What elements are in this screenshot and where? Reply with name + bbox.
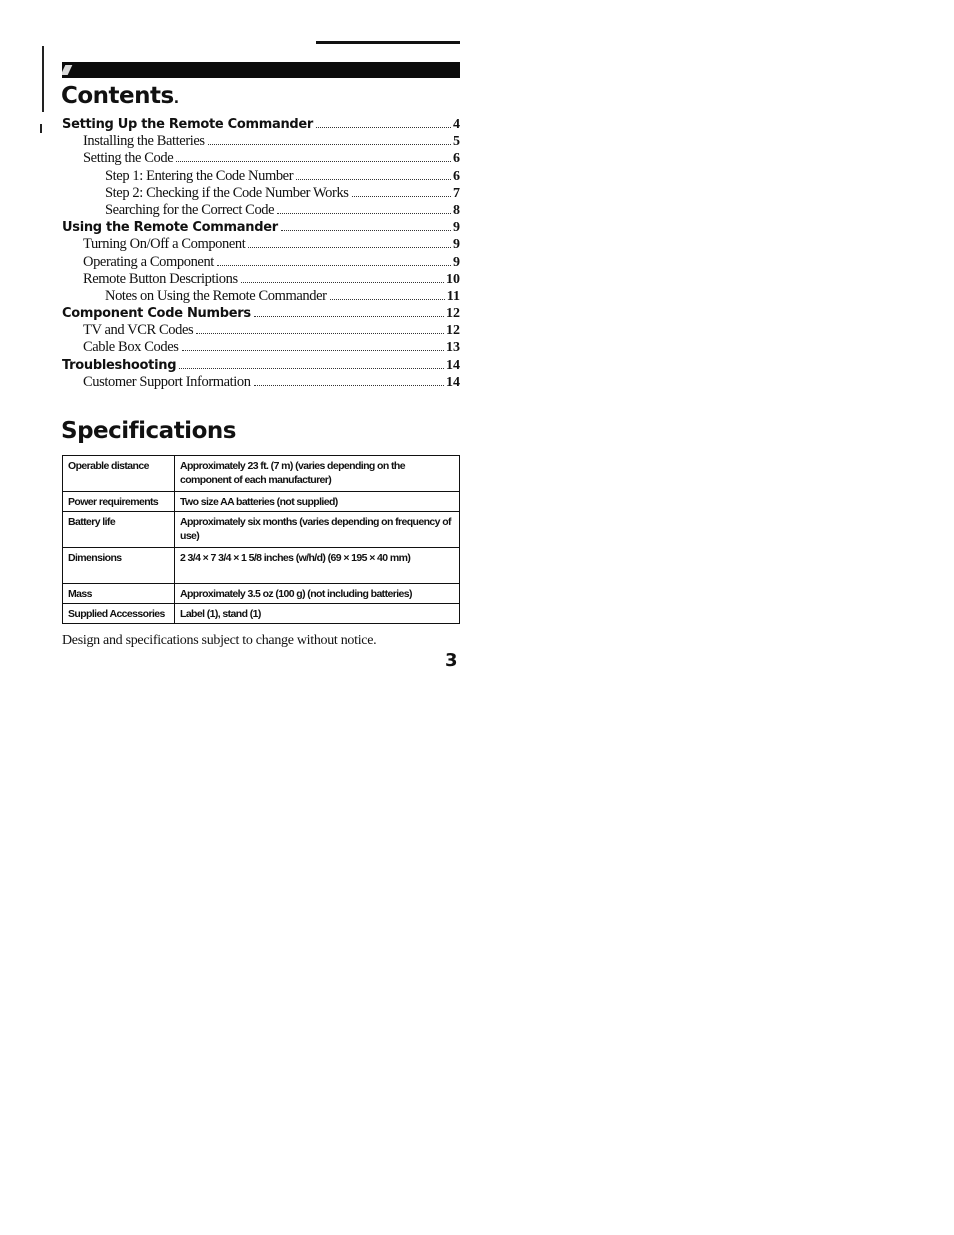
dot-leader [277, 213, 451, 214]
spec-label: Battery life [63, 512, 175, 548]
spec-label: Power requirements [63, 492, 175, 512]
toc-label: Customer Support Information [83, 373, 251, 390]
toc-entry [62, 185, 460, 202]
toc-label: Setting the Code [83, 150, 174, 167]
table-row [63, 548, 460, 584]
spec-value: Approximately 23 ft. (7 m) (varies depending on the component of each manufacturer) [175, 456, 460, 492]
toc-label: Notes on Using the Remote Commander [105, 287, 327, 304]
toc-page-number: 11 [446, 288, 460, 304]
toc-entry [62, 133, 460, 150]
toc-label: Remote Button Descriptions [83, 270, 238, 287]
table-row [63, 584, 460, 604]
toc-page-number: 9 [453, 254, 460, 270]
toc-page-number: 13 [446, 340, 460, 356]
spec-label: Mass [63, 584, 175, 604]
toc-section [62, 219, 460, 236]
toc-page-number: 7 [453, 185, 460, 201]
dot-leader [254, 385, 444, 386]
toc-label: Step 2: Checking if the Code Number Works [105, 184, 349, 201]
toc-entry [62, 150, 460, 167]
toc-entry [62, 288, 460, 305]
dot-leader [352, 196, 451, 197]
header-bar-mark [61, 65, 73, 75]
toc-label: TV and VCR Codes [83, 322, 194, 339]
toc-label: Step 1: Entering the Code Number [105, 167, 294, 184]
specifications-table [62, 455, 460, 624]
spec-label: Dimensions [63, 548, 175, 584]
header-rule [316, 41, 460, 44]
spec-label: Supplied Accessories [63, 604, 175, 624]
toc-page-number: 9 [453, 237, 460, 253]
toc-label: Using the Remote Commander [62, 220, 278, 236]
toc-label: Setting Up the Remote Commander [62, 117, 314, 132]
toc-entry [62, 339, 460, 356]
toc-label: Searching for the Correct Code [105, 201, 275, 218]
page-number: 3 [445, 650, 458, 671]
toc-entry [62, 374, 460, 391]
toc-label: Operating a Component [83, 253, 214, 270]
table-of-contents [62, 116, 460, 391]
toc-page-number: 14 [446, 357, 460, 373]
dot-leader [248, 247, 451, 248]
toc-entry [62, 168, 460, 185]
table-row [63, 492, 460, 512]
dot-leader [281, 230, 451, 231]
specifications-heading: Specifications [61, 418, 236, 444]
toc-entry [62, 322, 460, 339]
toc-label: Component Code Numbers [62, 306, 251, 322]
toc-section [62, 357, 460, 374]
toc-section [62, 305, 460, 322]
dot-leader [182, 350, 445, 351]
toc-label: Troubleshooting [62, 357, 177, 373]
table-row [63, 604, 460, 624]
dot-leader [254, 316, 444, 317]
margin-tick [40, 124, 42, 133]
dot-leader [296, 179, 451, 180]
dot-leader [196, 333, 444, 334]
table-row [63, 512, 460, 548]
dot-leader [330, 299, 445, 300]
dot-leader [316, 127, 451, 128]
toc-section [62, 116, 460, 133]
toc-entry [62, 271, 460, 288]
table-row [63, 456, 460, 492]
dot-leader [179, 368, 444, 369]
margin-rule [42, 46, 44, 112]
toc-label: Turning On/Off a Component [83, 236, 246, 253]
dot-leader [241, 282, 444, 283]
spec-label: Operable distance [63, 456, 175, 492]
contents-heading: Contents. [61, 83, 179, 109]
dot-leader [176, 161, 451, 162]
toc-page-number: 12 [446, 323, 460, 339]
specifications-note: Design and specifications subject to change without notice. [62, 633, 377, 648]
toc-page-number: 12 [446, 306, 460, 322]
dot-leader [217, 265, 451, 266]
dot-leader [208, 144, 451, 145]
toc-page-number: 10 [446, 271, 460, 287]
toc-label: Cable Box Codes [83, 339, 179, 356]
toc-page-number: 6 [453, 151, 460, 167]
toc-page-number: 4 [453, 117, 460, 132]
toc-page-number: 9 [453, 220, 460, 236]
toc-entry [62, 236, 460, 253]
toc-entry [62, 202, 460, 219]
spec-value: Two size AA batteries (not supplied) [175, 492, 460, 512]
spec-value: Approximately six months (varies depending on frequency of use) [175, 512, 460, 548]
toc-page-number: 6 [453, 168, 460, 184]
toc-page-number: 14 [446, 374, 460, 390]
spec-value: Approximately 3.5 oz (100 g) (not including batteries) [175, 584, 460, 604]
toc-page-number: 5 [453, 134, 460, 150]
toc-page-number: 8 [453, 202, 460, 218]
header-bar [62, 62, 460, 78]
spec-value: Label (1), stand (1) [175, 604, 460, 624]
spec-value: 2 3/4 × 7 3/4 × 1 5/8 inches (w/h/d) (69 × 195 × 40 mm) [175, 548, 460, 584]
toc-entry [62, 254, 460, 271]
toc-label: Installing the Batteries [83, 133, 205, 150]
